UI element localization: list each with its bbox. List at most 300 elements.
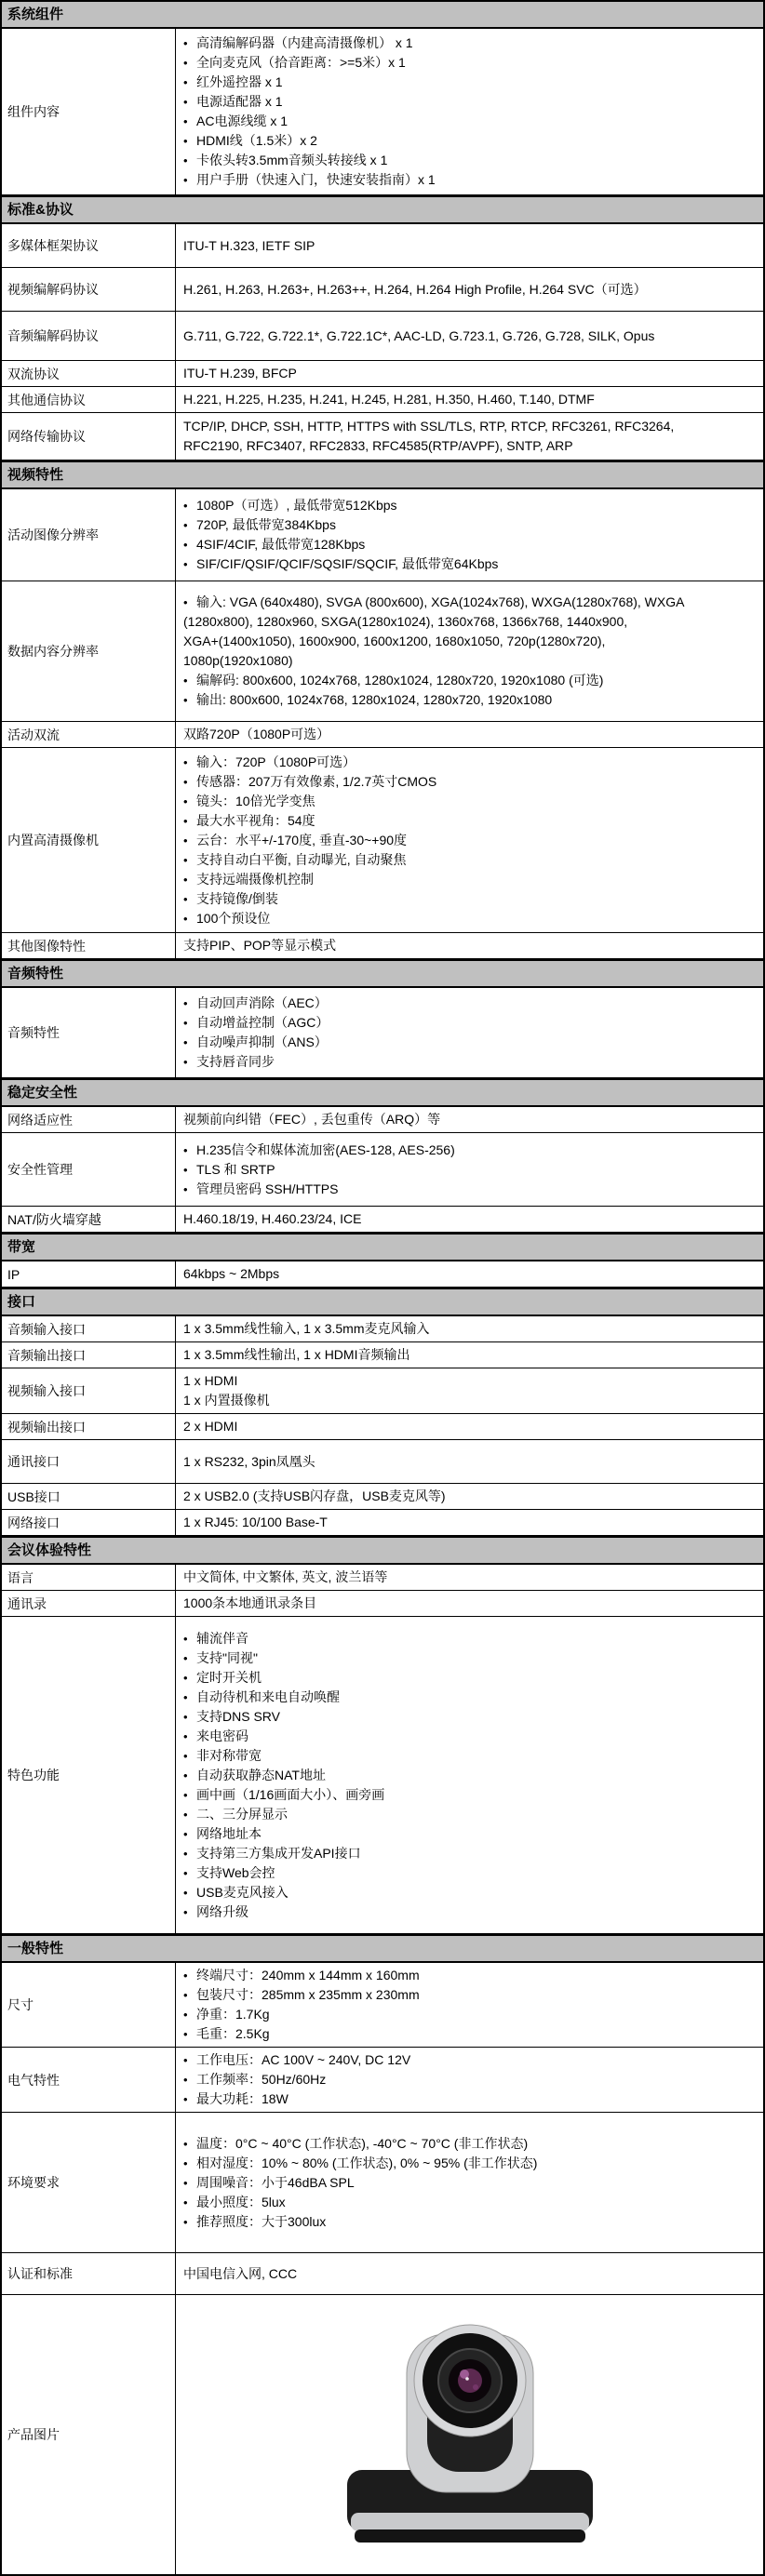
section-header: 标准&协议 [2, 195, 763, 224]
spec-value [176, 268, 763, 311]
bullet-icon: • [183, 56, 188, 70]
spec-value-text: 工作频率：50Hz/60Hz [196, 2072, 327, 2087]
bullet-icon: • [183, 794, 188, 808]
bullet-icon: • [183, 499, 188, 513]
spec-value [176, 1207, 763, 1232]
spec-value-text: 相对湿度：10% ~ 80% (工作状态), 0% ~ 95% (非工作状态) [196, 2155, 538, 2170]
section-header: 系统组件 [2, 2, 763, 29]
bullet-icon: • [183, 872, 188, 887]
bullet-icon: • [183, 36, 188, 50]
spec-value-line [183, 994, 758, 1013]
spec-value-line [183, 2005, 758, 2024]
spec-value-line [183, 417, 758, 436]
spec-value-text: 1 x RS232, 3pin凤凰头 [183, 1453, 315, 1469]
section-header: 会议体验特性 [2, 1536, 763, 1565]
spec-value-line [183, 151, 758, 170]
spec-value-text: 来电密码 [196, 1728, 248, 1743]
spec-label: 安全性管理 [2, 1133, 176, 1206]
spec-value [176, 312, 763, 360]
spec-label: 网络传输协议 [2, 413, 176, 460]
spec-value-line [183, 1513, 758, 1532]
bullet-icon: • [183, 75, 188, 89]
spec-value-line [183, 535, 758, 554]
spec-value-line [183, 1902, 758, 1922]
spec-label: IP [2, 1261, 176, 1287]
spec-row [2, 1133, 763, 1207]
spec-row [2, 413, 763, 460]
spec-value-line [183, 811, 758, 831]
bullet-icon: • [183, 1016, 188, 1030]
spec-row [2, 988, 763, 1078]
spec-value-text: 支持DNS SRV [196, 1708, 280, 1724]
spec-value-text: 辅流伴音 [196, 1630, 248, 1646]
spec-value-text: 中文简体, 中文繁体, 英文, 波兰语等 [183, 1569, 388, 1584]
spec-row [2, 312, 763, 361]
spec-row [2, 722, 763, 748]
section-header: 一般特性 [2, 1934, 763, 1963]
spec-value-line [183, 1648, 758, 1668]
spec-value-text: 中国电信入网, CCC [183, 2265, 298, 2281]
spec-label: 特色功能 [2, 1617, 176, 1933]
spec-value-text: 100个预设位 [196, 910, 271, 926]
spec-value-line [183, 612, 758, 632]
bullet-icon: • [183, 813, 188, 828]
bullet-icon: • [183, 1969, 188, 1982]
spec-value-line [183, 1727, 758, 1746]
spec-value-text: G.711, G.722, G.722.1*, G.722.1C*, AAC-LD, G.723.1, G.726, G.728, SILK, Opus [183, 327, 655, 343]
spec-value-line [183, 1985, 758, 2005]
section-header: 视频特性 [2, 460, 763, 489]
bullet-icon: • [183, 114, 188, 128]
spec-value-text: RFC2190, RFC3407, RFC2833, RFC4585(RTP/AVPF), SNTP, ARP [183, 438, 573, 453]
spec-value-line [183, 1668, 758, 1688]
spec-value-line [183, 831, 758, 850]
spec-value-line [183, 1319, 758, 1339]
spec-value-text: 画中画（1/16画面大小）、画旁画 [196, 1786, 385, 1802]
product-camera-image [340, 2310, 600, 2559]
spec-row [2, 1207, 763, 1233]
spec-value-line [183, 92, 758, 112]
spec-row [2, 581, 763, 722]
spec-value-text: 最小照度：5lux [196, 2194, 286, 2209]
bullet-icon: • [183, 1885, 188, 1900]
bullet-icon: • [183, 1807, 188, 1822]
spec-value-text: 周围噪音：小于46dBA SPL [196, 2174, 355, 2190]
spec-value-text: 2 x HDMI [183, 1419, 238, 1434]
spec-value [176, 933, 763, 958]
spec-row [2, 361, 763, 387]
spec-label: 视频编解码协议 [2, 268, 176, 311]
spec-label: 通讯录 [2, 1591, 176, 1616]
spec-value [176, 413, 763, 460]
spec-value-line [183, 1487, 758, 1506]
spec-value-text: TLS 和 SRTP [196, 1161, 275, 1177]
bullet-icon: • [183, 891, 188, 906]
spec-value-text: XGA+(1400x1050), 1600x900, 1600x1200, 1680x1050, 720p(1280x720), [183, 634, 606, 648]
spec-value-text: 自动噪声抑制（ANS） [196, 1034, 328, 1049]
spec-value-text: 定时开关机 [196, 1669, 262, 1685]
spec-value-text: 输入：720P（1080P可选） [196, 754, 356, 769]
spec-label: 活动图像分辨率 [2, 489, 176, 581]
spec-value-text: H.235信令和媒体流加密(AES-128, AES-256) [196, 1141, 455, 1157]
spec-value-line [183, 753, 758, 772]
spec-value-text: 镜头：10倍光学变焦 [196, 793, 315, 808]
spec-value-text: 支持"同视" [196, 1649, 258, 1665]
spec-value-text: AC电源线缆 x 1 [196, 113, 289, 128]
spec-value-text: 网络升级 [196, 1903, 248, 1919]
spec-value-line [183, 280, 758, 300]
spec-label: 组件内容 [2, 29, 176, 194]
spec-value [176, 2048, 763, 2112]
bullet-icon: • [183, 2008, 188, 2022]
bullet-icon: • [183, 2214, 188, 2229]
spec-value-line [183, 772, 758, 792]
spec-row [2, 1440, 763, 1484]
spec-value-text: 自动增益控制（AGC） [196, 1015, 329, 1030]
spec-value [176, 1414, 763, 1439]
bullet-icon: • [183, 911, 188, 926]
spec-value-text: 编解码: 800x600, 1024x768, 1280x1024, 1280x720, 1920x1080 (可选) [196, 673, 604, 687]
spec-value [176, 2113, 763, 2252]
spec-row [2, 29, 763, 195]
spec-label: 音频输入接口 [2, 1316, 176, 1341]
spec-value-line [183, 651, 758, 671]
spec-label: 双流协议 [2, 361, 176, 386]
section-header: 稳定安全性 [2, 1078, 763, 1107]
spec-row [2, 1963, 763, 2048]
spec-value-text: (1280x800), 1280x960, SXGA(1280x1024), 1360x768, 1366x768, 1440x900, [183, 614, 628, 629]
spec-value [176, 988, 763, 1077]
spec-value-line [183, 1110, 758, 1129]
spec-row [2, 2253, 763, 2295]
bullet-icon: • [183, 2053, 188, 2067]
spec-value [176, 1963, 763, 2047]
camera-head [414, 2325, 526, 2436]
spec-row [2, 748, 763, 933]
spec-value-line [183, 1180, 758, 1199]
bullet-icon: • [183, 518, 188, 532]
bullet-icon: • [183, 153, 188, 167]
bullet-icon: • [183, 754, 188, 769]
spec-value [176, 2253, 763, 2294]
spec-value-text: H.261, H.263, H.263+, H.263++, H.264, H.264 High Profile, H.264 SVC（可选） [183, 281, 647, 297]
spec-value-line [183, 1160, 758, 1180]
spec-value-text: 非对称带宽 [196, 1747, 262, 1763]
spec-label: 语言 [2, 1565, 176, 1590]
spec-row [2, 1484, 763, 1510]
spec-value-line [183, 1209, 758, 1229]
spec-value-line [183, 554, 758, 574]
spec-row [2, 1617, 763, 1934]
spec-row [2, 2295, 763, 2574]
spec-value-line [183, 436, 758, 456]
spec-value-text: 1080p(1920x1080) [183, 653, 293, 668]
spec-value-text: TCP/IP, DHCP, SSH, HTTP, HTTPS with SSL/TLS, RTP, RTCP, RFC3261, RFC3264, [183, 419, 675, 434]
spec-value [176, 1133, 763, 1206]
spec-label: 视频输出接口 [2, 1414, 176, 1439]
spec-value-line [183, 1629, 758, 1648]
spec-value [176, 1368, 763, 1413]
spec-value [176, 224, 763, 267]
spec-value-text: 温度：0°C ~ 40°C (工作状态), -40°C ~ 70°C (非工作状态) [196, 2135, 529, 2151]
bullet-icon: • [183, 1181, 188, 1196]
spec-value-text: 支持镜像/倒装 [196, 890, 278, 906]
spec-value-text: ITU-T H.323, IETF SIP [183, 237, 315, 253]
bullet-icon: • [183, 2136, 188, 2151]
spec-value-line [183, 1966, 758, 1985]
spec-value-line [183, 671, 758, 690]
bullet-icon: • [183, 1055, 188, 1069]
spec-value [176, 1261, 763, 1287]
spec-value-line [183, 2050, 758, 2070]
spec-label: 环境要求 [2, 2113, 176, 2252]
spec-value-text: 卡侬头转3.5mm音频头转接线 x 1 [196, 153, 388, 167]
spec-value-text: 最大水平视角：54度 [196, 812, 315, 828]
spec-label: 多媒体框架协议 [2, 224, 176, 267]
spec-value-text: 双路720P（1080P可选） [183, 727, 330, 741]
spec-value-text: 净重：1.7Kg [196, 2007, 270, 2022]
spec-value [176, 1107, 763, 1132]
spec-value-line [183, 2212, 758, 2232]
spec-value [176, 722, 763, 747]
spec-label: 产品图片 [2, 2295, 176, 2574]
spec-value [176, 361, 763, 386]
bullet-icon: • [183, 1142, 188, 1157]
spec-value-line [183, 2173, 758, 2193]
spec-row [2, 933, 763, 959]
bullet-icon: • [183, 1826, 188, 1841]
spec-value [176, 489, 763, 581]
spec-value-line [183, 33, 758, 53]
bullet-icon: • [183, 1728, 188, 1743]
spec-value-text: 网络地址本 [196, 1825, 262, 1841]
spec-label: 网络适应性 [2, 1107, 176, 1132]
spec-value-line [183, 1883, 758, 1902]
spec-value-text: SIF/CIF/QSIF/QCIF/SQSIF/SQCIF, 最低带宽64Kbps [196, 556, 499, 571]
section-header: 接口 [2, 1288, 763, 1316]
spec-value-line [183, 1141, 758, 1160]
bullet-icon: • [183, 134, 188, 148]
spec-value-text: 输入: VGA (640x480), SVGA (800x600), XGA(1024x768), WXGA(1280x768), WXGA [196, 594, 685, 609]
spec-value [176, 1316, 763, 1341]
spec-value-line [183, 936, 758, 955]
spec-value-line [183, 73, 758, 92]
spec-value-text: 1 x 内置摄像机 [183, 1393, 270, 1408]
spec-value [176, 1617, 763, 1933]
bullet-icon: • [183, 1631, 188, 1646]
spec-value-text: 红外遥控器 x 1 [196, 74, 283, 89]
spec-value-line [183, 131, 758, 151]
spec-value-line [183, 632, 758, 651]
spec-label: 其他图像特性 [2, 933, 176, 958]
bullet-icon: • [183, 1035, 188, 1049]
spec-label: 电气特性 [2, 2048, 176, 2112]
spec-value-line [183, 112, 758, 131]
bullet-icon: • [183, 674, 188, 687]
bullet-icon: • [183, 1865, 188, 1880]
spec-label: 音频输出接口 [2, 1342, 176, 1368]
spec-label: 视频输入接口 [2, 1368, 176, 1413]
spec-label: 内置高清摄像机 [2, 748, 176, 932]
spec-label: 数据内容分辨率 [2, 581, 176, 721]
bullet-icon: • [183, 538, 188, 552]
section-header: 带宽 [2, 1233, 763, 1261]
spec-value-text: 电源适配器 x 1 [196, 94, 283, 109]
spec-value-text: 全向麦克风（拾音距离：>=5米）x 1 [196, 55, 406, 70]
spec-row [2, 1107, 763, 1133]
spec-value [176, 1591, 763, 1616]
spec-value-line [183, 515, 758, 535]
bullet-icon: • [183, 1670, 188, 1685]
bullet-icon: • [183, 2027, 188, 2041]
spec-value-line [183, 2154, 758, 2173]
spec-value-line [183, 1052, 758, 1072]
spec-value [176, 1440, 763, 1483]
bullet-icon: • [183, 595, 188, 609]
spec-value-text: H.221, H.225, H.235, H.241, H.245, H.281, H.350, H.460, T.140, DTMF [183, 392, 595, 407]
spec-value-line [183, 1033, 758, 1052]
bullet-icon: • [183, 1846, 188, 1861]
spec-value-line [183, 236, 758, 256]
spec-value-line [183, 364, 758, 383]
spec-row [2, 1414, 763, 1440]
spec-value-line [183, 792, 758, 811]
spec-value-text: 1 x 3.5mm线性输出, 1 x HDMI音频输出 [183, 1347, 410, 1362]
spec-value-line [183, 1391, 758, 1410]
spec-value-text: 支持唇音同步 [196, 1054, 275, 1069]
spec-row [2, 2113, 763, 2253]
spec-value [176, 1510, 763, 1535]
bullet-icon: • [183, 1988, 188, 2002]
spec-value-line [183, 1345, 758, 1365]
spec-value [176, 748, 763, 932]
spec-value-text: 1 x 3.5mm线性输入, 1 x 3.5mm麦克风输入 [183, 1321, 430, 1336]
spec-value-line [183, 1417, 758, 1436]
spec-value-text: 1 x HDMI [183, 1373, 238, 1388]
spec-value-line [183, 2024, 758, 2044]
bullet-icon: • [183, 1904, 188, 1919]
spec-value-text: 64kbps ~ 2Mbps [183, 1266, 280, 1281]
spec-value-line [183, 909, 758, 928]
spec-value-text: 云台：水平+/-170度, 垂直-30~+90度 [196, 832, 408, 848]
spec-value-text: HDMI线（1.5米）x 2 [196, 133, 317, 148]
spec-value-line [183, 593, 758, 612]
spec-value-line [183, 496, 758, 515]
bullet-icon: • [183, 173, 188, 187]
spec-value-text: 1 x RJ45: 10/100 Base-T [183, 1515, 328, 1529]
spec-row [2, 2048, 763, 2113]
spec-value-line [183, 870, 758, 889]
bullet-icon: • [183, 1787, 188, 1802]
spec-value-line [183, 1707, 758, 1727]
spec-value-line [183, 1568, 758, 1587]
spec-row [2, 489, 763, 581]
spec-value-text: 支持Web会控 [196, 1864, 275, 1880]
spec-label: 其他通信协议 [2, 387, 176, 412]
spec-value-text: 支持远端摄像机控制 [196, 871, 314, 887]
spec-row [2, 1368, 763, 1414]
spec-value-line [183, 1746, 758, 1766]
spec-value-text: ITU-T H.239, BFCP [183, 366, 297, 380]
spec-row [2, 268, 763, 312]
spec-value [176, 29, 763, 194]
spec-label: 尺寸 [2, 1963, 176, 2047]
spec-value-line [183, 1371, 758, 1391]
spec-value-line [183, 1766, 758, 1785]
spec-value-line [183, 690, 758, 710]
spec-value-text: 二、三分屏显示 [196, 1806, 288, 1822]
spec-label: 认证和标准 [2, 2253, 176, 2294]
bullet-icon: • [183, 2092, 188, 2106]
spec-value-text: 支持PIP、POP等显示模式 [183, 938, 337, 953]
spec-value-text: 1080P（可选）, 最低带宽512Kbps [196, 498, 397, 513]
spec-value-text: 1000条本地通讯录条目 [183, 1595, 317, 1610]
spec-label: USB接口 [2, 1484, 176, 1509]
bullet-icon: • [183, 2195, 188, 2209]
spec-value-line [183, 53, 758, 73]
spec-value [176, 1484, 763, 1509]
spec-value-text: 支持自动白平衡, 自动曝光, 自动聚焦 [196, 851, 407, 867]
spec-label: 通讯接口 [2, 1440, 176, 1483]
spec-value-text: 包装尺寸：285mm x 235mm x 230mm [196, 1987, 420, 2002]
spec-value [176, 2295, 763, 2574]
spec-value-line [183, 1824, 758, 1844]
bullet-icon: • [183, 693, 188, 707]
spec-value [176, 1342, 763, 1368]
spec-row [2, 1510, 763, 1536]
spec-row [2, 224, 763, 268]
bullet-icon: • [183, 1709, 188, 1724]
spec-value-text: 毛重：2.5Kg [196, 2026, 270, 2041]
spec-value-text: 自动待机和来电自动唤醒 [196, 1688, 340, 1704]
spec-label: 音频编解码协议 [2, 312, 176, 360]
spec-value-line [183, 1863, 758, 1883]
spec-value-line [183, 1013, 758, 1033]
spec-value-text: 工作电压：AC 100V ~ 240V, DC 12V [196, 2052, 411, 2067]
spec-row [2, 1342, 763, 1368]
spec-value-line [183, 1844, 758, 1863]
bullet-icon: • [183, 2175, 188, 2190]
bullet-icon: • [183, 1768, 188, 1782]
spec-value-line [183, 1785, 758, 1805]
bullet-icon: • [183, 774, 188, 789]
spec-value-line [183, 1594, 758, 1613]
spec-value-text: 720P, 最低带宽384Kbps [196, 517, 336, 532]
spec-value [176, 387, 763, 412]
spec-row [2, 1591, 763, 1617]
spec-value-line [183, 889, 758, 909]
spec-value-line [183, 1264, 758, 1284]
spec-value-line [183, 1688, 758, 1707]
bullet-icon: • [183, 2073, 188, 2087]
spec-value-text: 输出: 800x600, 1024x768, 1280x1024, 1280x720, 1920x1080 [196, 692, 553, 707]
bullet-icon: • [183, 996, 188, 1010]
spec-value-text: 自动获取静态NAT地址 [196, 1767, 326, 1782]
spec-value-text: 管理员密码 SSH/HTTPS [196, 1181, 339, 1196]
spec-row [2, 1565, 763, 1591]
bullet-icon: • [183, 833, 188, 848]
bullet-icon: • [183, 1162, 188, 1177]
spec-value-line [183, 390, 758, 409]
spec-value-line [183, 2070, 758, 2089]
bullet-icon: • [183, 1650, 188, 1665]
spec-value-line [183, 1805, 758, 1824]
section-header: 音频特性 [2, 959, 763, 988]
spec-value-line [183, 170, 758, 190]
spec-value [176, 581, 763, 721]
spec-value-line [183, 327, 758, 346]
spec-value-line [183, 2134, 758, 2154]
